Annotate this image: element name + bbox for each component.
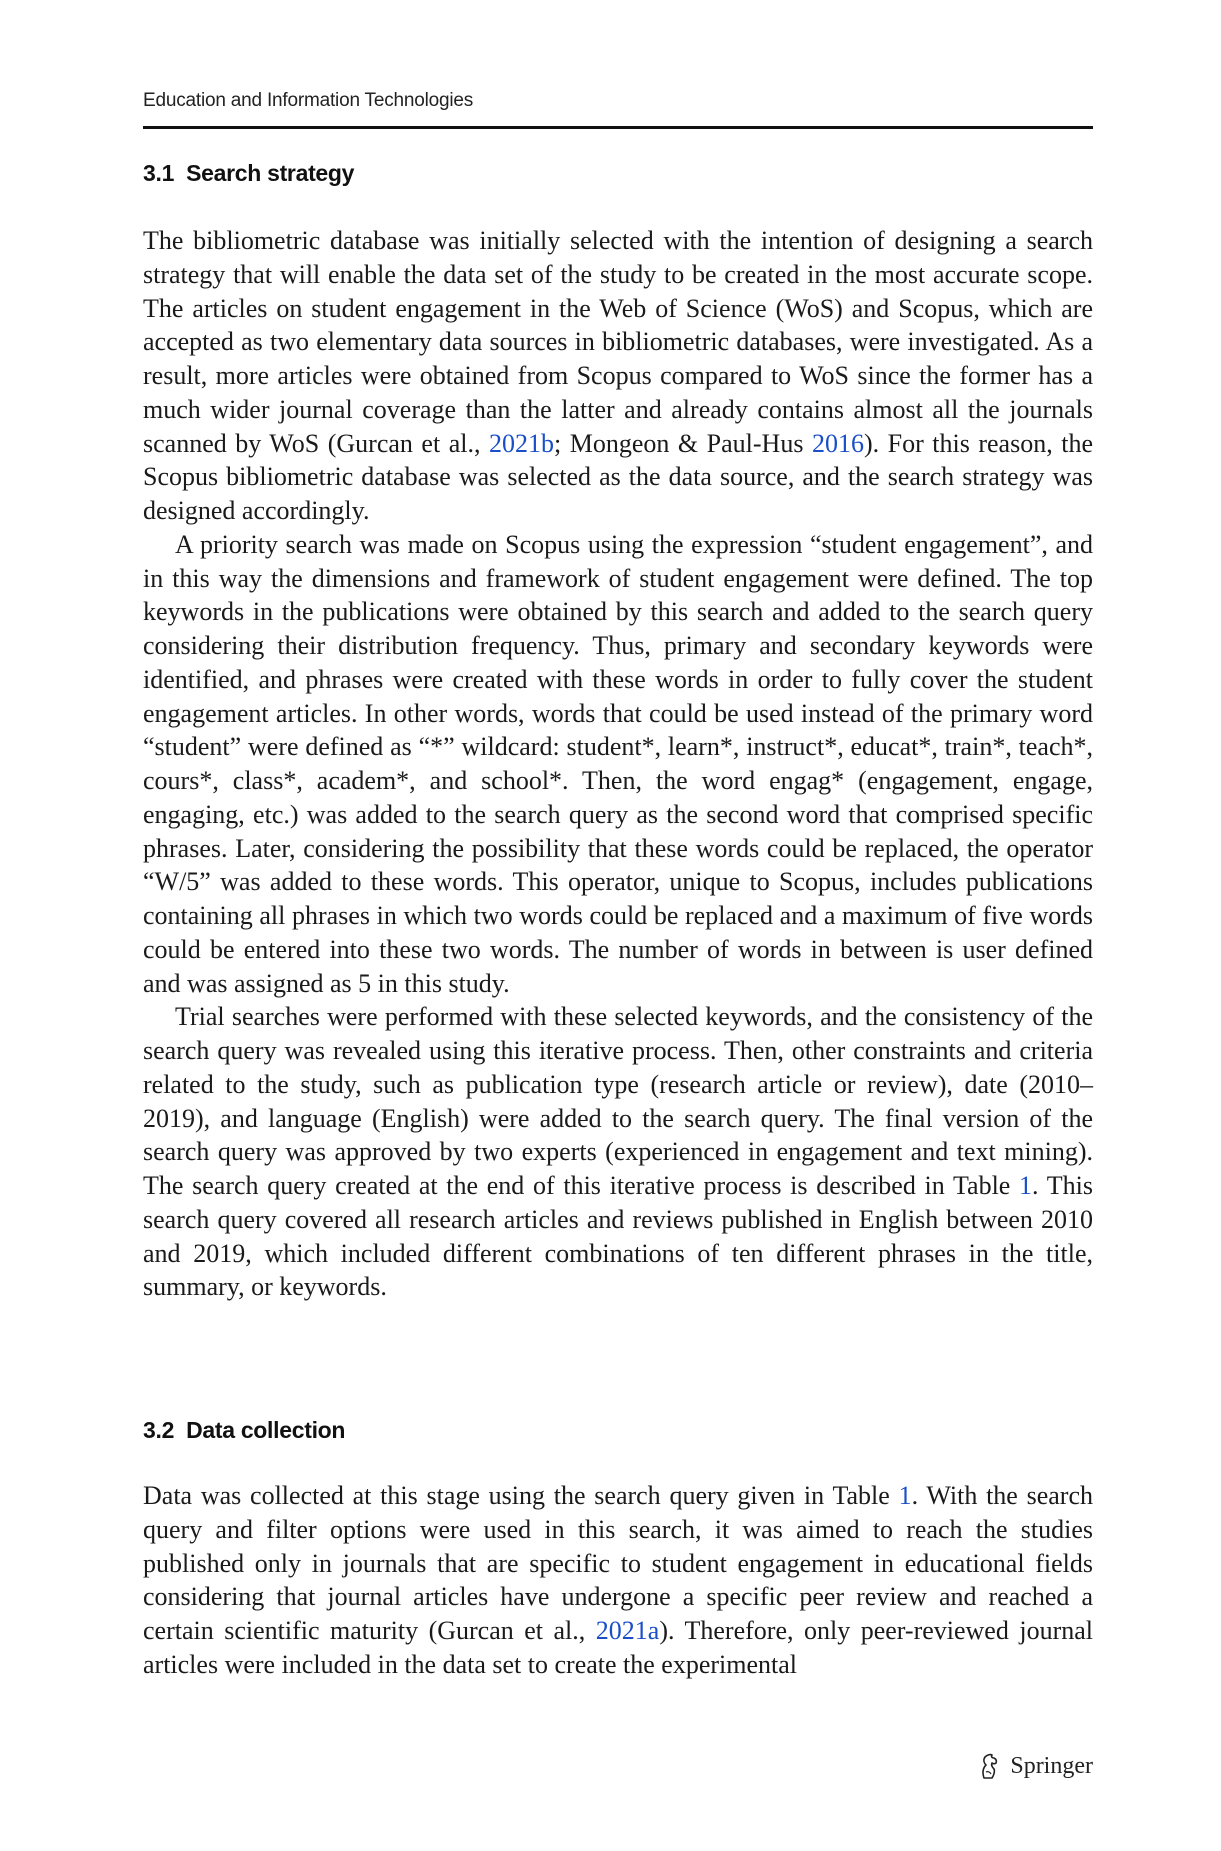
paragraph-text: Data was collected at this stage using the search query given in Table xyxy=(143,1481,899,1510)
header-rule xyxy=(143,126,1093,129)
running-head: Education and Information Technologies xyxy=(143,90,474,111)
paragraph-text: Trial searches were performed with these selected keywords, and the consistency of the search query was revealed using this iterative process. Then, other constraints and criteria related to the study, such as publication type (research article or review), date (2010–2019), and language (English) were added to the search query. The final version of the search query was approved by two experts (experienced in engagement and text mining). The search query created at the end of this iterative process is described in Table xyxy=(143,1002,1093,1200)
paragraph-text: . This search query covered all research articles and reviews published in English between 2010 and 2019, which included different combinations of ten different phrases in the title, summary, or keywords. xyxy=(143,1171,1093,1302)
paragraph-text: ). Therefore, only peer-reviewed journal articles were included in the data set to create the experimental xyxy=(143,1616,1093,1679)
section-body-data-collection xyxy=(143,1479,1093,1682)
citation-link[interactable]: 2021a xyxy=(595,1616,660,1645)
publisher-name: Springer xyxy=(1010,1752,1093,1779)
publisher-logo xyxy=(976,1752,1093,1780)
section-heading-search-strategy xyxy=(143,160,354,187)
section-title: Search strategy xyxy=(186,160,355,186)
table-reference-link[interactable]: 1 xyxy=(898,1481,912,1510)
paragraph-text: ; Mongeon & Paul-Hus xyxy=(554,428,812,458)
citation-link[interactable]: 2021b xyxy=(489,428,554,458)
paragraph xyxy=(143,224,1093,528)
paragraph-text: The bibliometric database was initially selected with the intention of designing a search strategy that will enable the data set of the study to be created in the most accurate scope. The articles on student engagement in the Web of Science (WoS) and Scopus, which are accepted as two elementary data sources in bibliometric databases, were investigated. As a result, more articles were obtained from Scopus compared to WoS since the former has a much wider journal coverage than the latter and already contains almost all the journals scanned by WoS (Gurcan et al., xyxy=(143,226,1093,458)
table-reference-link[interactable]: 1 xyxy=(1019,1171,1033,1200)
paragraph xyxy=(143,1000,1093,1304)
paragraph: A priority search was made on Scopus using the expression “student engagement”, and in this way the dimensions and framework of student engagement were defined. The top keywords in the publications were obtained by this search and added to the search query considering their distribution frequency. Thus, primary and secondary keywords were identified, and phrases were created with these words in order to fully cover the student engagement articles. In other words, words that could be used instead of the primary word “student” were defined as “*” wildcard: student*, learn*, instruct*, educat*, train*, teach*, cours*, class*, academ*, and school*. Then, the word engag* (engagement, engage, engaging, etc.) was added to the search query as the second word that comprised specific phrases. Later, considering the possibility that these words could be replaced, the operator “W/5” was added to these words. This operator, unique to Scopus, includes publications containing all phrases in which two words could be replaced and a maximum of five words could be entered into these two words. The number of words in between is user defined and was assigned as 5 in this study. xyxy=(143,529,1093,998)
paper-page xyxy=(143,0,1093,1851)
section-number: 3.1 xyxy=(143,160,175,186)
paragraph xyxy=(143,1479,1093,1682)
paragraph-text: ). For this reason, the Scopus bibliometric database was selected as the data source, and the search strategy was designed accordingly. xyxy=(143,428,1094,525)
citation-link[interactable]: 2016 xyxy=(811,428,864,458)
section-body-search-strategy xyxy=(143,224,1093,1304)
section-heading-data-collection xyxy=(143,1417,345,1444)
section-number: 3.2 xyxy=(143,1417,175,1443)
section-title: Data collection xyxy=(186,1417,346,1443)
springer-horse-icon xyxy=(976,1752,1002,1780)
paragraph-text: . With the search query and filter options were used in this search, it was aimed to reach the studies published only in journals that are specific to student engagement in educational fields considering that journal articles have undergone a specific peer review and reached a certain scientific maturity (Gurcan et al., xyxy=(143,1481,1093,1645)
